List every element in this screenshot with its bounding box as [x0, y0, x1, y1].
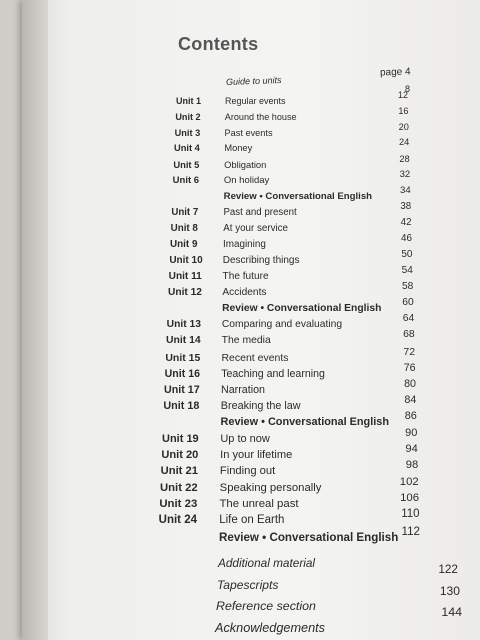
unit-number: Unit 17 — [164, 383, 200, 396]
page-number: 34 — [399, 185, 411, 197]
unit-title: At your service — [223, 223, 289, 235]
page-number: 76 — [403, 361, 416, 374]
unit-number: Unit 13 — [166, 319, 201, 331]
unit-title: The future — [222, 271, 269, 283]
page-number: 46 — [401, 233, 412, 245]
unit-title: Breaking the law — [220, 400, 301, 413]
unit-title: On holiday — [223, 175, 270, 187]
appendix-item: Reference section — [216, 599, 316, 613]
page-number: 54 — [401, 265, 413, 277]
unit-title: Review • Conversational English — [222, 303, 382, 315]
unit-number: Unit 21 — [160, 465, 198, 478]
unit-title: Comparing and evaluating — [221, 319, 343, 331]
unit-number: Unit 24 — [158, 514, 197, 527]
page-number: 80 — [404, 377, 416, 390]
unit-title: Up to now — [220, 432, 270, 445]
unit-title: Money — [224, 143, 253, 154]
page-number: 94 — [405, 442, 418, 455]
page-number: 12 — [397, 90, 408, 100]
unit-number: Unit 2 — [175, 111, 201, 122]
unit-number: Unit 1 — [176, 96, 202, 106]
appendix-page-number: 130 — [439, 583, 460, 598]
page-number: 84 — [404, 394, 417, 407]
page-number: 42 — [400, 217, 412, 229]
unit-number: Unit 16 — [164, 367, 200, 380]
unit-number: Unit 3 — [174, 127, 201, 138]
appendix-page-number: 144 — [441, 605, 462, 619]
unit-title: Teaching and learning — [221, 367, 325, 380]
page-number: 16 — [398, 105, 409, 116]
page-number: 64 — [402, 313, 415, 325]
unit-number: Unit 6 — [172, 175, 200, 187]
unit-number: Unit 8 — [170, 223, 198, 235]
unit-title: Regular events — [225, 96, 286, 106]
unit-title: In your lifetime — [220, 448, 293, 461]
page-number: 112 — [401, 524, 420, 538]
unit-number: Unit 7 — [171, 207, 199, 219]
unit-title: Obligation — [224, 159, 267, 171]
appendix-item: Acknowledgements — [215, 620, 326, 635]
toc-review-row — [0, 524, 480, 545]
page-number: 60 — [402, 297, 414, 309]
unit-title: Recent events — [221, 351, 289, 364]
unit-title: Around the house — [224, 111, 297, 122]
page-number: 86 — [404, 410, 417, 423]
unit-title: Past events — [224, 127, 273, 138]
unit-number: Unit 23 — [159, 497, 198, 510]
guide-to-units: Guide to units — [225, 75, 282, 87]
page-number: 68 — [403, 329, 415, 341]
page-number: 102 — [399, 475, 419, 488]
appendix-item: Tapescripts — [217, 577, 279, 592]
unit-number: Unit 20 — [161, 448, 199, 461]
unit-number: Unit 12 — [168, 287, 202, 299]
unit-title: Accidents — [222, 287, 267, 299]
contents-title: Contents — [178, 34, 259, 54]
unit-title: Imagining — [223, 239, 266, 251]
appendix-page-number: 122 — [438, 562, 458, 576]
unit-title: The unreal past — [219, 497, 299, 510]
page-number: 72 — [403, 345, 416, 358]
page-number: 24 — [398, 137, 410, 148]
page-number: 106 — [400, 491, 420, 504]
unit-title: Speaking personally — [219, 481, 322, 494]
unit-number: Unit 22 — [160, 481, 198, 494]
unit-title: Past and present — [223, 207, 297, 219]
unit-title: Life on Earth — [219, 514, 285, 527]
page-number: 50 — [401, 249, 413, 261]
page-number: 98 — [405, 459, 419, 472]
page-number: 28 — [399, 153, 410, 165]
guide-page-number: 8 — [404, 84, 410, 94]
unit-title: Narration — [221, 383, 265, 396]
page-number: 110 — [401, 508, 420, 521]
unit-number: Unit 9 — [170, 239, 198, 251]
unit-title: Finding out — [219, 465, 276, 478]
unit-title: The media — [221, 335, 271, 347]
unit-number: Unit 18 — [163, 400, 200, 413]
page-column-label: page 4 — [379, 66, 411, 79]
page-number: 90 — [405, 426, 418, 439]
unit-title: Review • Conversational English — [220, 416, 389, 429]
page-number: 58 — [401, 281, 414, 293]
page-number: 38 — [400, 201, 412, 213]
unit-title: Review • Conversational English — [223, 191, 373, 203]
unit-number: Unit 15 — [165, 351, 201, 364]
unit-number: Unit 14 — [166, 335, 201, 347]
unit-number: Unit 4 — [174, 143, 200, 154]
unit-title: Describing things — [222, 255, 300, 267]
unit-number: Unit 11 — [168, 271, 202, 283]
unit-title: Review • Conversational English — [219, 530, 399, 544]
unit-number: Unit 10 — [169, 255, 203, 267]
page-number: 20 — [398, 121, 409, 132]
page-number: 32 — [399, 169, 411, 181]
unit-number: Unit 19 — [162, 432, 199, 445]
unit-number: Unit 5 — [173, 159, 200, 171]
appendix-item: Additional material — [218, 556, 316, 570]
